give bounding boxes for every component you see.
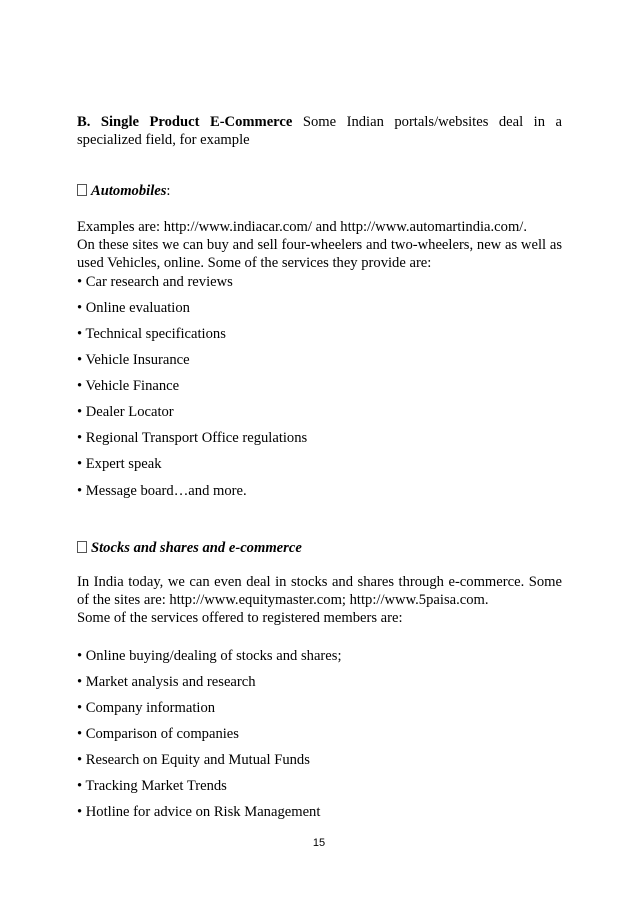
list-item: • Dealer Locator (77, 404, 174, 420)
section-b-text: Some Indian portals/websites deal in a specialized field, for example (77, 114, 562, 148)
bullet-box-icon (77, 184, 87, 196)
list-item: • Car research and reviews (77, 274, 233, 290)
automobiles-heading-line (77, 182, 562, 200)
bullet-box-icon (77, 541, 87, 553)
list-item: • Message board…and more. (77, 483, 247, 499)
page-number: 15 (312, 837, 326, 849)
list-item: • Hotline for advice on Risk Management (77, 804, 321, 820)
stocks-intro-text-1: In India today, we can even deal in stocks and shares through e-commerce. Some of the sites are: http://www.equitymaster.com; http://www.5paisa.com. (77, 574, 562, 608)
list-item: • Vehicle Insurance (77, 352, 190, 368)
automobiles-intro-line-1 (77, 218, 562, 236)
list-item: • Regional Transport Office regulations (77, 430, 308, 446)
automobiles-heading: Automobiles (91, 183, 167, 199)
automobiles-intro-line-2 (77, 236, 562, 272)
list-item: • Company information (77, 700, 216, 716)
list-item: • Online buying/dealing of stocks and shares; (77, 648, 342, 664)
stocks-heading: Stocks and shares and e-commerce (91, 540, 302, 556)
stocks-intro-line-2 (77, 609, 562, 627)
section-b-heading: B. Single Product E-Commerce (77, 114, 293, 130)
list-item: • Market analysis and research (77, 674, 256, 690)
list-item: • Comparison of companies (77, 726, 239, 742)
list-item: • Technical specifications (77, 326, 226, 342)
stocks-heading-line (77, 539, 562, 557)
list-item: • Expert speak (77, 456, 162, 472)
stocks-intro-line-1 (77, 573, 562, 609)
list-item: • Vehicle Finance (77, 378, 180, 394)
automobiles-intro-text-2: On these sites we can buy and sell four-wheelers and two-wheelers, new as well as used Vehicles, online. Some of the services they provide are: (77, 237, 562, 271)
automobiles-intro-text-1: Examples are: http://www.indiacar.com/ and http://www.automartindia.com/. (77, 219, 527, 235)
section-b-paragraph (77, 113, 562, 149)
list-item: • Tracking Market Trends (77, 778, 227, 794)
stocks-intro-text-2: Some of the services offered to registered members are: (77, 610, 403, 626)
list-item: • Research on Equity and Mutual Funds (77, 752, 310, 768)
list-item: • Online evaluation (77, 300, 190, 316)
automobiles-heading-colon: : (166, 183, 171, 199)
